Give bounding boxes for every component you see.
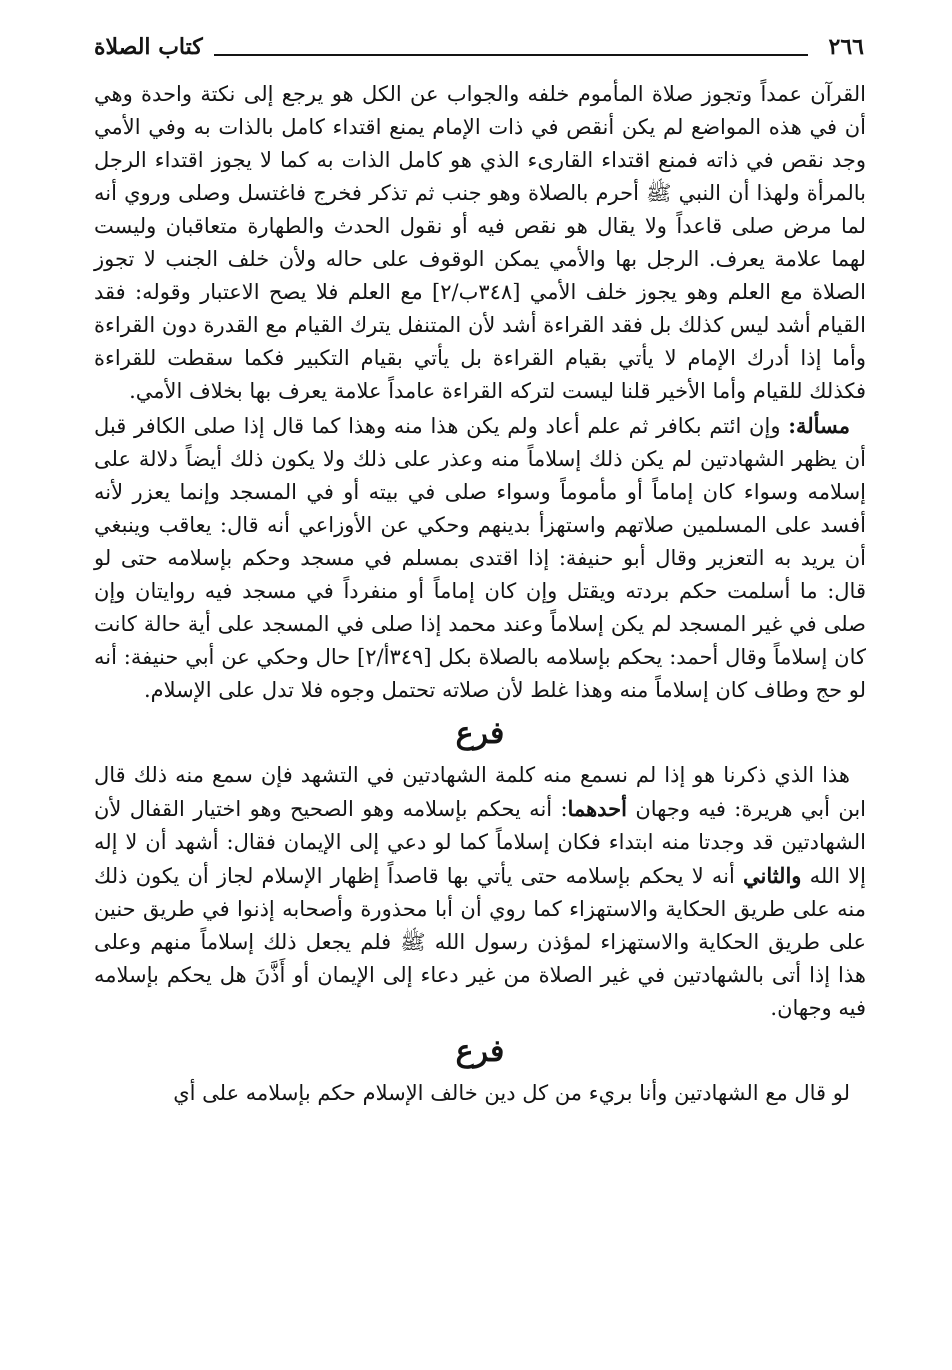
far-1-text-c: أنه لا يحكم بإسلامه حتى يأتي بها قاصداً إظهار الإسلام لجاز أن يكون ذلك منه على طريق الحكاية والاستهزاء كما روي أن أبا محذورة وأصحابه إذنوا في طريق حنين على طريق الحكاية والاستهزاء لمؤذن رسول الله ﷺ فلم يجعل ذلك إسلاماً منهم وعلى هذا إذا أتى بالشهادتين في غير الصلاة من غير دعاء إلى الإيمان أو أَذَّنَ هل يحكم بإسلامه فيه وجهان. [94,864,866,1020]
paragraph-answer: القرآن عمداً وتجوز صلاة المأموم خلفه والجواب عن الكل هو يرجع إلى نكتة واحدة وهي أن في هذه المواضع لم يكن أنقص في ذات الإمام يمنع اقتداء كامل بالذات به وفي الأمي وجد نقص في ذاته فمنع اقتداء القارىء الذي هو كامل الذات به كما لا يجوز اقتداء الرجل بالمرأة ولهذا أن النبي ﷺ أحرم بالصلاة وهو جنب ثم تذكر فخرج فاغتسل وصلى وروي أنه لما مرض صلى قاعداً ولا يقال هو نقص فيه أو نقول الحدث والطهارة متعاقبان وليست لهما علامة يعرف. الرجل بها والأمي يمكن الوقوف على حاله ولأن خلف الجنب لا تجوز الصلاة مع العلم وهو يجوز خلف الأمي [٣٤٨ب/٢] مع العلم فلا يصح الاعتبار وقوله: فقد القيام أشد ليس كذلك بل فقد القراءة أشد لأن المتنفل يترك القيام مع القدرة دون القراءة وأما إذا أدرك الإمام لا يأتي بقيام القراءة بل يأتي بقيام التكبير فكما سقطت للقراءة فكذلك للقيام وأما الأخير قلنا ليست لتركه القراءة عامداً علامة يعرف بها بخلاف الأمي. [94,82,866,403]
page-header [94,30,864,70]
section-title-far-2: فرع [455,1034,505,1069]
paragraph-far-2: لو قال مع الشهادتين وأنا بريء من كل دين خالف الإسلام حكم بإسلامه على أي [173,1081,850,1105]
page-number: ٢٦٦ [828,34,864,60]
running-title: كتاب الصلاة [94,34,203,60]
paragraph-far-1 [94,759,866,1025]
header-rule [214,54,808,56]
far-1-bold-second: والثاني [742,863,802,888]
far-1-text-b: : أنه يحكم بإسلامه وهو الصحيح وهو اختيار القفال لأن الشهادتين قد وجدتا منه ابتداء فكان إسلاماً كما لو دعي إلى الإيمان فقال: أشهد أن لا إله إلا الله [94,797,866,888]
far-1-bold-first: أحدهما [567,796,627,821]
masala-label: مسألة: [788,413,850,438]
paragraph-masala [94,409,866,707]
section-title-far-1: فرع [455,716,505,751]
body-text [94,78,866,1110]
masala-text: وإن ائتم بكافر ثم علم أعاد ولم يكن هذا منه وهذا كما قال إذا صلى الكافر قبل أن يظهر الشهادتين لم يكن ذلك إسلاماً منه وعذر على ذلك ولا يكون ذلك أيضاً دلالة على إسلامه وسواء كان إماماً أو مأموماً وسواء صلى في بيته أو في المسجد وإنما يعزر لأنه أفسد على المسلمين صلاتهم واستهزأ بدينهم وحكي عن الأوزاعي أنه قال: يعاقب وينبغي أن يريد به التعزير وقال أبو حنيفة: إذا اقتدى بمسلم في مسجد وحكم بإسلامه حتى لو قال: ما أسلمت حكم بردته ويقتل وإن كان إماماً أو منفرداً في مسجد فيه روايتان وإن صلى في غير المسجد لم يكن إسلاماً وعند محمد إذا صلى في المسجد على أية حالة كانت كان إسلاماً وقال أحمد: يحكم بإسلامه بالصلاة بكل [٣٤٩أ/٢] حال وحكي عن أبي حنيفة: أنه لو حج وطاف كان إسلاماً منه وهذا غلط لأن صلاته تحتمل وجوه فلا تدل على الإسلام. [94,414,867,702]
far-1-text-a: هذا الذي ذكرنا هو إذا لم نسمع منه كلمة الشهادتين في التشهد فإن سمع منه ذلك قال ابن أبي هريرة: فيه وجهان [94,763,866,821]
